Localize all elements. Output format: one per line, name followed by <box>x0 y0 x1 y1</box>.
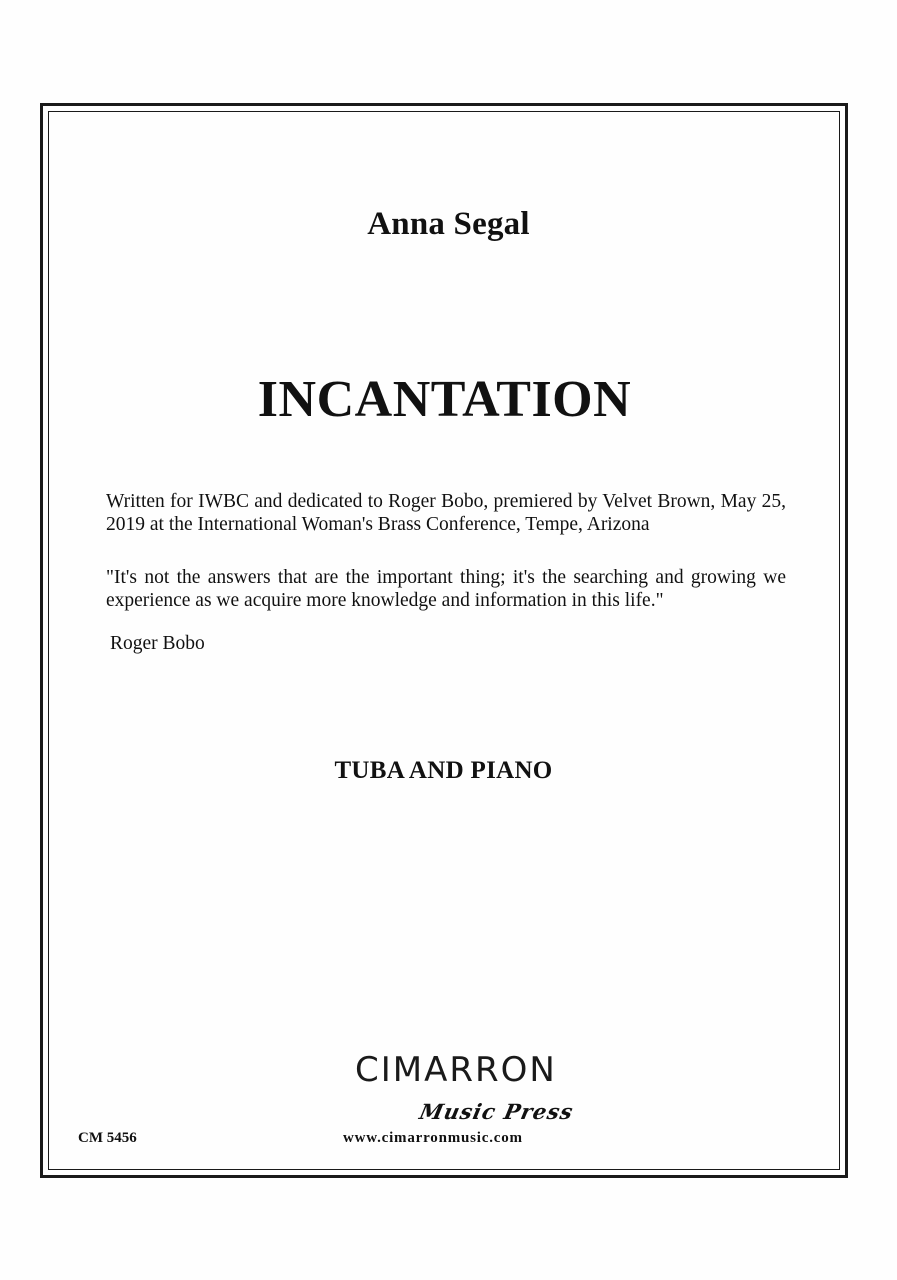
epigraph-quote: "It's not the answers that are the important thing; it's the searching and growing we experience as we acquire more knowledge and information in this life." <box>106 567 786 611</box>
publisher-logo-subtitle: Music Press <box>417 1099 576 1124</box>
work-title: INCANTATION <box>257 371 632 428</box>
composer-name: Anna Segal <box>367 206 530 242</box>
publisher-url: www.cimarronmusic.com <box>343 1130 523 1146</box>
epigraph-author: Roger Bobo <box>110 633 205 654</box>
dedication-text: Written for IWBC and dedicated to Roger Bobo, premiered by Velvet Brown, May 25, 2019 at the International Woman's Brass Conference, Tempe, Arizona <box>106 491 786 535</box>
publisher-logo-name: CIMARRON <box>355 1050 557 1090</box>
instrumentation-label: TUBA AND PIANO <box>334 757 553 784</box>
catalog-number: CM 5456 <box>78 1130 137 1146</box>
